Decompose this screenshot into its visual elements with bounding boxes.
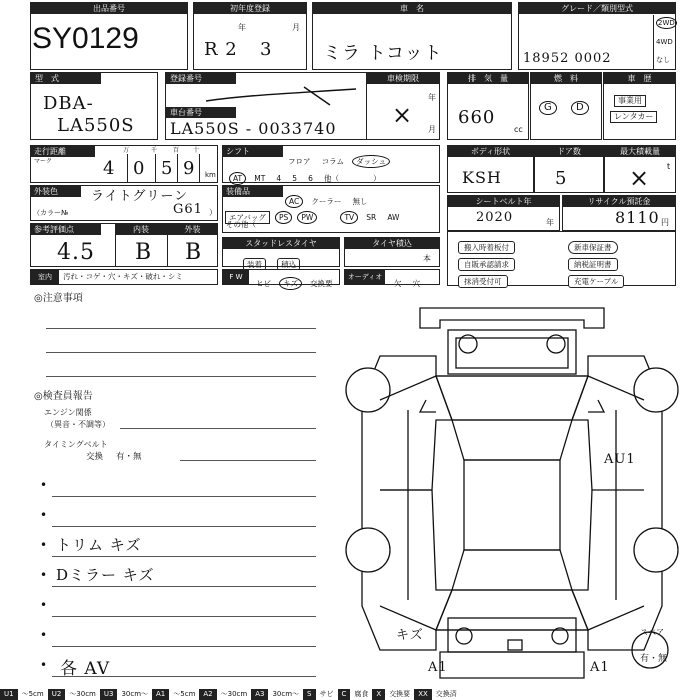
remark-2: Dミラー キズ — [56, 566, 155, 584]
shift-label: シフト — [223, 146, 283, 157]
bullet-1: • — [40, 478, 48, 492]
equipment-option-sr: SR — [366, 213, 377, 222]
capacity-label: 最大積載量 — [605, 146, 675, 157]
first-registration-month-value: 3 — [260, 39, 273, 60]
seatbelt-label: シートベルト年 — [448, 196, 559, 207]
capacity-box — [604, 145, 676, 193]
diagram-note-right-door: AU1 — [604, 452, 636, 467]
car-name-label: 車 名 — [313, 3, 511, 14]
legend-desc-c: 腐食 — [350, 689, 372, 700]
button-dealer-approval[interactable]: 自販承認請求 — [458, 258, 515, 271]
shift-box — [222, 145, 440, 183]
model-type-value-line2: LA550S — [57, 115, 135, 136]
legend-code-s: S — [303, 689, 315, 700]
audio-box — [344, 269, 440, 288]
fuel-option-d: D — [571, 101, 589, 115]
first-registration-year-value: R 2 — [204, 39, 238, 60]
legend-desc-a2: ～30cm — [217, 689, 252, 700]
legend-code-u1: U1 — [0, 689, 18, 700]
engine-label: エンジン関係 — [44, 408, 92, 417]
bullet-4: • — [40, 568, 48, 582]
equipment-option-cooler: クーラー — [311, 197, 342, 206]
recycle-label: リサイクル預託金 — [563, 196, 675, 207]
mileage-digit-2: 0 — [133, 158, 146, 179]
timing-belt-label: タイミングベルト — [44, 440, 108, 449]
color-label: 外装色 — [31, 186, 81, 197]
legend-desc-u3: 30cm～ — [117, 689, 152, 700]
displacement-box — [447, 72, 529, 140]
equipment-option-pw: PW — [297, 211, 317, 224]
fuel-option-g: G — [539, 101, 557, 115]
legend-code-xx: XX — [414, 689, 432, 700]
shift-option-5: 5 — [292, 174, 298, 183]
tire-load-box — [344, 237, 440, 267]
interior-condition-label: 室内 — [31, 270, 59, 284]
fw-option-crack: ヒビ — [256, 279, 271, 288]
inspector-label: ◎検査員報告 — [34, 391, 93, 402]
seatbelt-box — [447, 195, 560, 231]
grade-value: 18952 0002 — [523, 51, 612, 66]
studless-option-mounted: 装着 — [243, 258, 266, 271]
seatbelt-value: 2020 — [476, 210, 514, 225]
shift-option-at: AT — [229, 172, 246, 185]
mileage-box — [30, 145, 218, 183]
equipment-label: 装備品 — [223, 186, 283, 197]
bullet-5: • — [40, 598, 48, 612]
mileage-unit-sen: 千 — [151, 147, 158, 154]
bullet-2: • — [40, 508, 48, 522]
first-registration-month-label: 月 — [292, 23, 300, 32]
chassis-number-value: LA550S - 0033740 — [170, 119, 337, 138]
registration-box — [165, 72, 440, 140]
displacement-value: 660 — [458, 107, 496, 128]
equipment-option-aw: AW — [387, 213, 400, 222]
legend-desc-a3: 30cm～ — [268, 689, 303, 700]
history-option-business: 事業用 — [614, 95, 646, 107]
legend-desc-a1: ～5cm — [169, 689, 199, 700]
fuel-label: 燃 料 — [531, 73, 601, 84]
fuel-box — [530, 72, 602, 140]
button-new-car-warranty[interactable]: 新車保証書 — [568, 241, 618, 254]
timing-belt-options: 有・無 — [116, 452, 142, 462]
legend-code-a1: A1 — [152, 689, 169, 700]
model-type-box — [30, 72, 158, 140]
interior-label: 内装 — [115, 224, 167, 235]
displacement-label: 排 気 量 — [448, 73, 528, 84]
exterior-value: B — [185, 240, 203, 265]
remark-3: 各 AV — [60, 659, 111, 679]
studless-option-loaded: 積込 — [277, 258, 300, 271]
chassis-number-label: 車台番号 — [166, 107, 236, 118]
mileage-digit-3: 5 — [161, 158, 174, 179]
drive-option-4wd: 4WD — [656, 38, 673, 46]
inspection-year-label: 年 — [428, 93, 436, 102]
mileage-unit-hyaku: 百 — [173, 147, 180, 154]
equipment-option-tv: TV — [340, 211, 358, 224]
fw-option-scratch: キズ — [279, 277, 302, 290]
studless-label: スタッドレスタイヤ — [223, 238, 339, 249]
button-tax-certificate[interactable]: 納税証明書 — [568, 258, 618, 271]
legend-code-u3: U3 — [100, 689, 118, 700]
timing-belt-swap: 交換 — [86, 452, 104, 462]
first-registration-year-label: 年 — [238, 23, 246, 32]
equipment-option-none: 無し — [352, 197, 368, 206]
capacity-value: × — [629, 164, 651, 192]
button-charging-cable[interactable]: 充電ケーブル — [568, 275, 624, 288]
legend-desc-xx: 交換済 — [432, 689, 461, 700]
inspection-month-label: 月 — [428, 125, 436, 134]
fw-label: F W — [223, 270, 249, 284]
color-box — [30, 185, 218, 221]
documents-box — [447, 231, 676, 286]
registration-strike-line — [206, 85, 366, 107]
body-shape-label: ボディ形状 — [448, 146, 533, 157]
color-value: ライトグリーン — [91, 189, 189, 204]
bullet-6: • — [40, 628, 48, 642]
evaluation-value: 4.5 — [57, 240, 95, 265]
audio-option-missing: 欠 — [394, 279, 402, 288]
model-type-label: 型 式 — [31, 73, 101, 84]
recycle-unit: 円 — [661, 218, 669, 227]
mileage-digit-4: 9 — [183, 158, 196, 179]
shift-option-6: 6 — [308, 174, 313, 183]
studless-box — [222, 237, 340, 267]
legend-code-c: C — [338, 689, 351, 700]
first-registration-label: 初年度登録 — [194, 3, 306, 14]
diagram-note-rear-right: A1 — [590, 660, 610, 675]
shift-option-other-close: ） — [373, 174, 381, 183]
lot-number-value: SY0129 — [32, 22, 139, 55]
interior-condition-value: 汚れ・コゲ・穴・キズ・破れ・シミ — [63, 272, 183, 281]
grade-label: グレード／類別型式 — [519, 3, 675, 14]
seatbelt-unit: 年 — [546, 218, 554, 227]
shift-option-dash: ダッシュ — [352, 155, 390, 168]
mileage-label: 走行距離 — [31, 146, 95, 157]
shift-option-floor: フロア — [288, 157, 311, 166]
shift-option-mt: MT — [254, 174, 266, 183]
spare-value: 有・無 — [640, 654, 668, 664]
equipment-other-label: その他（ — [226, 220, 256, 229]
registration-number-label: 登録番号 — [166, 73, 236, 84]
spare-label: スペア — [640, 628, 664, 637]
bullet-7: • — [40, 658, 48, 672]
mileage-unit-man: 万 — [123, 147, 130, 154]
body-shape-box — [447, 145, 534, 193]
inspection-value: × — [392, 101, 414, 129]
mileage-mark-label: マーク — [34, 158, 53, 165]
interior-value: B — [135, 240, 153, 265]
lot-number-label: 出品番号 — [31, 3, 187, 14]
diagram-note-rear-left: A1 — [428, 660, 448, 675]
legend-code-a2: A2 — [199, 689, 216, 700]
legend-code-x: X — [372, 689, 385, 700]
displacement-unit: cc — [514, 125, 523, 134]
damage-legend — [0, 689, 700, 700]
fw-box — [222, 269, 340, 288]
exterior-label: 外装 — [167, 224, 218, 235]
color-code-close: ） — [209, 208, 217, 217]
history-option-rental: レンタカー — [610, 111, 657, 123]
doors-label: ドア数 — [535, 146, 603, 157]
mileage-unit-km: km — [205, 171, 216, 179]
history-box — [603, 72, 676, 140]
color-code-label: （カラー№ — [33, 209, 69, 217]
equipment-box — [222, 185, 440, 233]
equipment-option-airbag: エアバッグ — [225, 211, 270, 224]
equipment-option-ac: AC — [285, 195, 303, 208]
drive-option-2wd: 2WD — [658, 19, 675, 27]
recycle-box — [562, 195, 676, 231]
tire-load-label: タイヤ積込 — [345, 238, 439, 249]
doors-box — [534, 145, 604, 193]
remark-1: トリム キズ — [56, 536, 142, 554]
interior-condition-box — [30, 269, 218, 285]
button-deregistration[interactable]: 抹消受付可 — [458, 275, 508, 288]
drive-option-none: なし — [656, 56, 670, 64]
car-name-box — [312, 2, 512, 70]
capacity-unit: t — [667, 162, 671, 171]
shift-option-column: コラム — [321, 157, 345, 166]
evaluation-label: 参考評価点 — [31, 224, 101, 235]
grade-box — [518, 2, 676, 70]
car-name-value: ミラ トコット — [323, 43, 443, 64]
legend-code-a3: A3 — [251, 689, 268, 700]
first-registration-box — [193, 2, 307, 70]
shift-option-4: 4 — [276, 174, 282, 183]
engine-sub-label: （異音・不調等） — [46, 420, 110, 429]
evaluation-box — [30, 223, 218, 267]
audio-option-hole: 穴 — [412, 279, 421, 288]
doors-value: 5 — [555, 168, 568, 189]
legend-desc-u2: ～30cm — [65, 689, 100, 700]
button-carry-in[interactable]: 搬入時着板付 — [458, 241, 515, 254]
mileage-digit-1: 4 — [103, 158, 116, 179]
equipment-option-ps: PS — [275, 211, 292, 224]
body-shape-value: KSH — [462, 168, 502, 187]
mileage-unit-juu: 十 — [193, 147, 200, 154]
model-type-value-line1: DBA- — [43, 93, 94, 114]
history-label: 車 歴 — [604, 73, 675, 84]
diagram-note-rear-scratch: キズ — [396, 628, 424, 643]
color-code-value: G61 — [173, 202, 203, 217]
legend-desc-x: 交換要 — [385, 689, 414, 700]
bullet-3: • — [40, 538, 48, 552]
notes-label: ◎注意事項 — [34, 293, 83, 304]
legend-desc-s: サビ — [316, 689, 338, 700]
car-diagram — [340, 300, 685, 685]
inspection-label: 車検期限 — [366, 73, 440, 84]
audio-label: オーディオ — [345, 270, 385, 284]
fw-option-replace: 交換要 — [310, 279, 333, 288]
drive-options — [653, 15, 677, 70]
shift-option-other: 他（ — [324, 174, 340, 183]
recycle-value: 8110 — [615, 208, 660, 227]
legend-code-u2: U2 — [48, 689, 66, 700]
legend-desc-u1: ～5cm — [18, 689, 48, 700]
tire-load-unit: 本 — [423, 254, 431, 263]
